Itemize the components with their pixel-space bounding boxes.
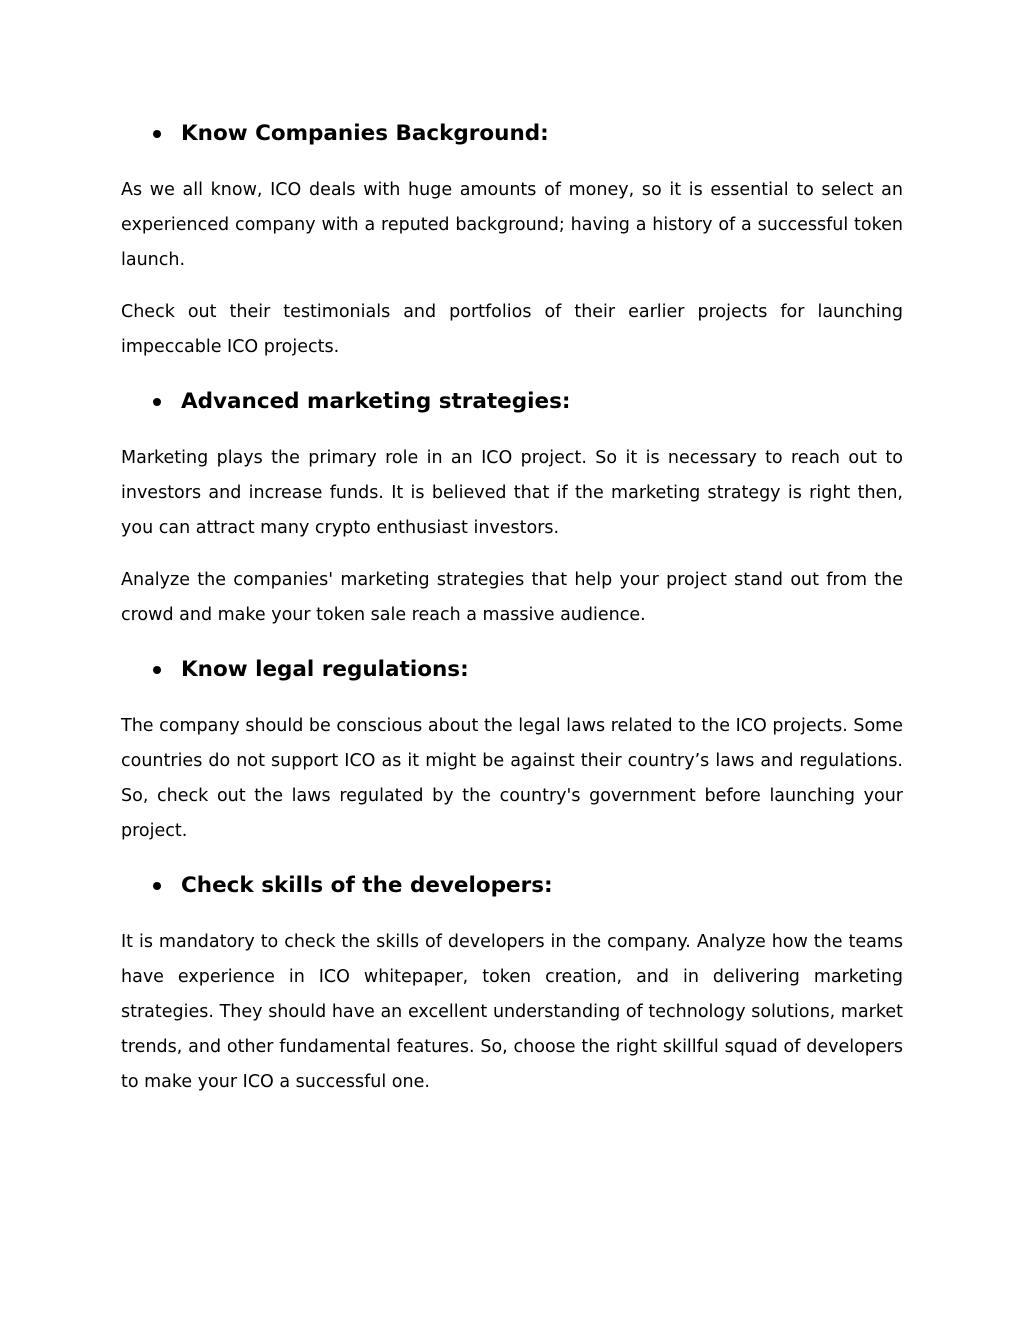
bullet-icon	[121, 383, 181, 421]
bullet-icon	[121, 867, 181, 905]
section-heading	[121, 651, 903, 689]
paragraph: As we all know, ICO deals with huge amounts of money, so it is essential to select an experienced company with a reputed background; having a history of a successful token launch.	[121, 180, 903, 270]
paragraph: Marketing plays the primary role in an ICO project. So it is necessary to reach out to investors and increase funds. It is believed that if the marketing strategy is right then, you can attract many crypto enthusiast investors.	[121, 448, 903, 538]
section-heading	[121, 867, 903, 905]
heading-text: Advanced marketing strategies:	[181, 389, 571, 414]
section-know-companies-background	[121, 115, 903, 365]
heading-text: Check skills of the developers:	[181, 873, 553, 898]
heading-text: Know Companies Background:	[181, 121, 549, 146]
section-heading	[121, 383, 903, 421]
bullet-icon	[121, 651, 181, 689]
bullet-icon	[121, 115, 181, 153]
paragraph: Analyze the companies' marketing strategies that help your project stand out from the crowd and make your token sale reach a massive audience.	[121, 570, 903, 625]
section-check-skills-of-developers	[121, 867, 903, 1100]
heading-text: Know legal regulations:	[181, 657, 469, 682]
paragraph: Check out their testimonials and portfolios of their earlier projects for launching impeccable ICO projects.	[121, 302, 903, 357]
paragraph: The company should be conscious about the legal laws related to the ICO projects. Some countries do not support ICO as it might be against their country’s laws and regulations. So, check out the laws regulated by the country's government before launching your project.	[121, 716, 903, 841]
paragraph: It is mandatory to check the skills of developers in the company. Analyze how the teams have experience in ICO whitepaper, token creation, and in delivering marketing strategies. They should have an excellent understanding of technology solutions, market trends, and other fundamental features. So, choose the right skillful squad of developers to make your ICO a successful one.	[121, 932, 903, 1092]
section-know-legal-regulations	[121, 651, 903, 849]
section-advanced-marketing-strategies	[121, 383, 903, 633]
document-body	[121, 115, 903, 1100]
section-heading	[121, 115, 903, 153]
